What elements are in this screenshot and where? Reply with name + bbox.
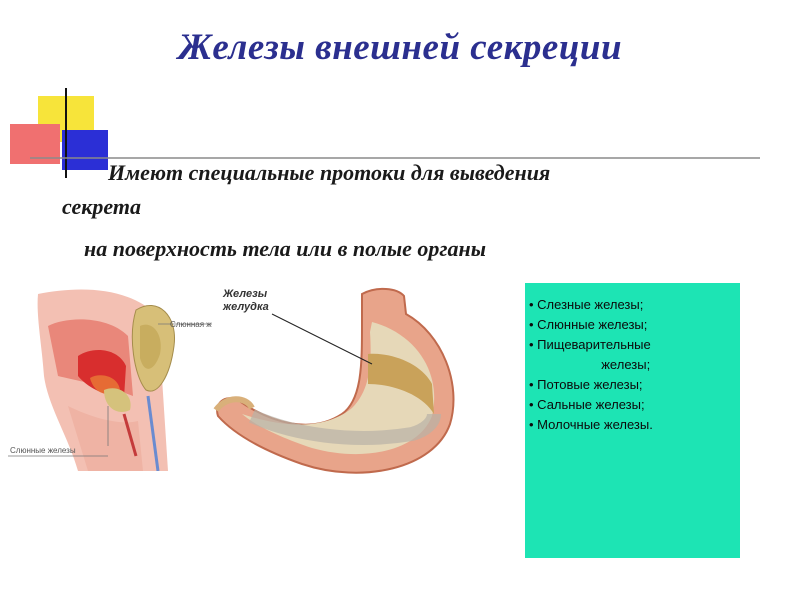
glands-list-box [525, 283, 740, 558]
subtitle-line-1: Имеют специальные протоки для выведения [108, 160, 551, 185]
subtitle-line-3: на поверхность тела или в полые органы [84, 236, 487, 261]
list-item: железы; [529, 357, 651, 372]
subtitle-line-2: секрета [62, 194, 141, 219]
list-item: • Потовые железы; [529, 377, 643, 392]
stomach-label [223, 288, 269, 314]
list-item: • Слюнные железы; [529, 317, 648, 332]
glands-list [525, 283, 740, 435]
stomach-label-line-2: желудка [223, 301, 269, 313]
mouth-label-bottom: Слюнные железы [10, 446, 76, 455]
slide-title: Железы внешней секреции [177, 27, 623, 68]
stomach-label-line-1: Железы [223, 288, 268, 300]
salivary-glands-illustration [8, 286, 212, 471]
mouth-label-top: Слюнная ж [170, 320, 212, 329]
list-item: • Молочные железы. [529, 417, 653, 432]
list-item: • Пищеварительные [529, 337, 651, 352]
stomach-illustration [212, 284, 462, 484]
list-item: • Слезные железы; [529, 297, 644, 312]
list-item: • Сальные железы; [529, 397, 645, 412]
slide-subtitle [62, 156, 762, 266]
